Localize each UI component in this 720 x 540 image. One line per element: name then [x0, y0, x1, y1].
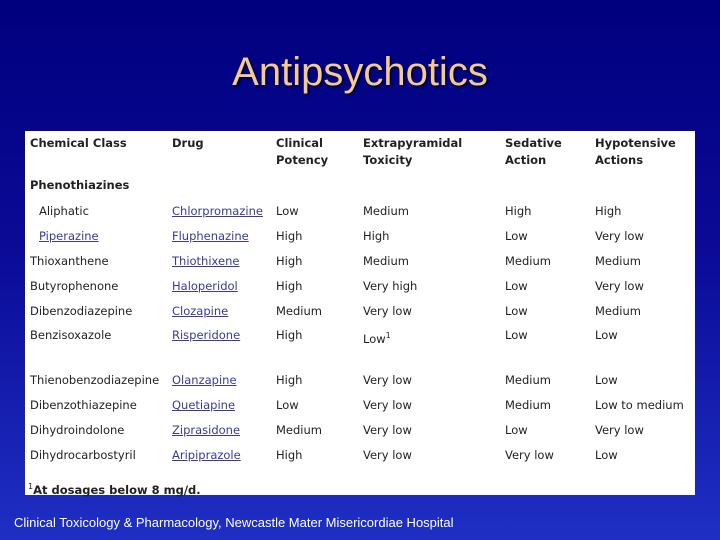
column-header: Sedative — [505, 136, 562, 150]
eps-value: Low — [363, 331, 386, 346]
table-cell-class: Benzisoxazole — [30, 328, 112, 342]
table-cell-sedative: Low — [505, 304, 528, 318]
table-cell-potency: Low — [276, 398, 299, 412]
table-cell-hypotensive: High — [595, 204, 622, 218]
table-cell-class: Aliphatic — [39, 204, 89, 218]
table-cell-eps: Very low — [363, 398, 412, 412]
table-cell-eps: Very low — [363, 448, 412, 462]
table-cell-class: Thioxanthene — [30, 254, 109, 268]
drug-link[interactable]: Fluphenazine — [172, 229, 249, 243]
drug-link[interactable]: Ziprasidone — [172, 423, 241, 437]
table-cell-potency: High — [276, 373, 303, 387]
drug-link[interactable]: Clozapine — [172, 304, 229, 318]
table-cell-class: Butyrophenone — [30, 279, 119, 293]
table-cell-sedative: Low — [505, 328, 528, 342]
column-header: Action — [505, 153, 547, 167]
table-cell-hypotensive: Medium — [595, 304, 641, 318]
table-cell-hypotensive: Very low — [595, 423, 644, 437]
table-cell-eps: High — [363, 229, 390, 243]
slide-footer: Clinical Toxicology & Pharmacology, Newcastle Mater Misericordiae Hospital — [14, 515, 454, 530]
drug-link[interactable]: Haloperidol — [172, 279, 238, 293]
column-header: Extrapyramidal — [363, 136, 463, 150]
table-cell-potency: High — [276, 448, 303, 462]
footnote-text: At dosages below 8 mg/d. — [33, 482, 201, 497]
column-header: Actions — [595, 153, 644, 167]
table-cell-potency: High — [276, 254, 303, 268]
column-header: Potency — [276, 153, 329, 167]
table-cell-sedative: Very low — [505, 448, 554, 462]
table-cell-class: Dibenzodiazepine — [30, 304, 133, 318]
group-label-phenothiazines: Phenothiazines — [30, 178, 130, 192]
footnote — [28, 478, 201, 499]
table-cell-sedative: Low — [505, 279, 528, 293]
table-cell-class: Dibenzothiazepine — [30, 398, 137, 412]
table-cell-hypotensive: Very low — [595, 279, 644, 293]
table-cell-eps: Very low — [363, 373, 412, 387]
drug-link[interactable]: Thiothixene — [172, 254, 240, 268]
table-cell-class[interactable]: Piperazine — [39, 229, 99, 243]
table-cell-potency: High — [276, 229, 303, 243]
table-cell-sedative: Medium — [505, 398, 551, 412]
table-cell-potency: Low — [276, 204, 299, 218]
drug-link[interactable]: Quetiapine — [172, 398, 236, 412]
column-header: Chemical Class — [30, 136, 127, 150]
drug-link[interactable]: Olanzapine — [172, 373, 237, 387]
table-cell-hypotensive: Very low — [595, 229, 644, 243]
table-cell-sedative: High — [505, 204, 532, 218]
drug-link[interactable]: Aripiprazole — [172, 448, 241, 462]
table-cell-hypotensive: Low — [595, 328, 618, 342]
column-header: Hypotensive — [595, 136, 676, 150]
table-cell-class: Dihydroindolone — [30, 423, 125, 437]
table-cell-eps: Very low — [363, 423, 412, 437]
table-cell-sedative: Medium — [505, 373, 551, 387]
column-header: Drug — [172, 136, 204, 150]
table-cell-eps: Very high — [363, 279, 418, 293]
table-cell-sedative: Medium — [505, 254, 551, 268]
table-cell-class: Thienobenzodiazepine — [30, 373, 160, 387]
table-cell-hypotensive: Medium — [595, 254, 641, 268]
table-cell-potency: Medium — [276, 304, 322, 318]
table-cell-sedative: Low — [505, 423, 528, 437]
drug-link[interactable]: Chlorpromazine — [172, 204, 263, 218]
drug-link[interactable]: Risperidone — [172, 328, 241, 342]
table-cell-class: Dihydrocarbostyril — [30, 448, 136, 462]
table-cell-eps — [363, 327, 391, 348]
table-cell-hypotensive: Low — [595, 373, 618, 387]
table-cell-hypotensive: Low — [595, 448, 618, 462]
table-cell-sedative: Low — [505, 229, 528, 243]
table-cell-potency: Medium — [276, 423, 322, 437]
footnote-marker: 1 — [28, 482, 34, 491]
slide-title: Antipsychotics — [232, 50, 488, 94]
column-header: Clinical — [276, 136, 323, 150]
table-cell-eps: Medium — [363, 254, 409, 268]
table-cell-potency: High — [276, 328, 303, 342]
footnote-ref: 1 — [385, 331, 391, 340]
column-header: Toxicity — [363, 153, 413, 167]
table-cell-potency: High — [276, 279, 303, 293]
table-cell-eps: Very low — [363, 304, 412, 318]
antipsychotics-table — [25, 131, 695, 495]
table-cell-hypotensive: Low to medium — [595, 398, 684, 412]
table-cell-eps: Medium — [363, 204, 409, 218]
